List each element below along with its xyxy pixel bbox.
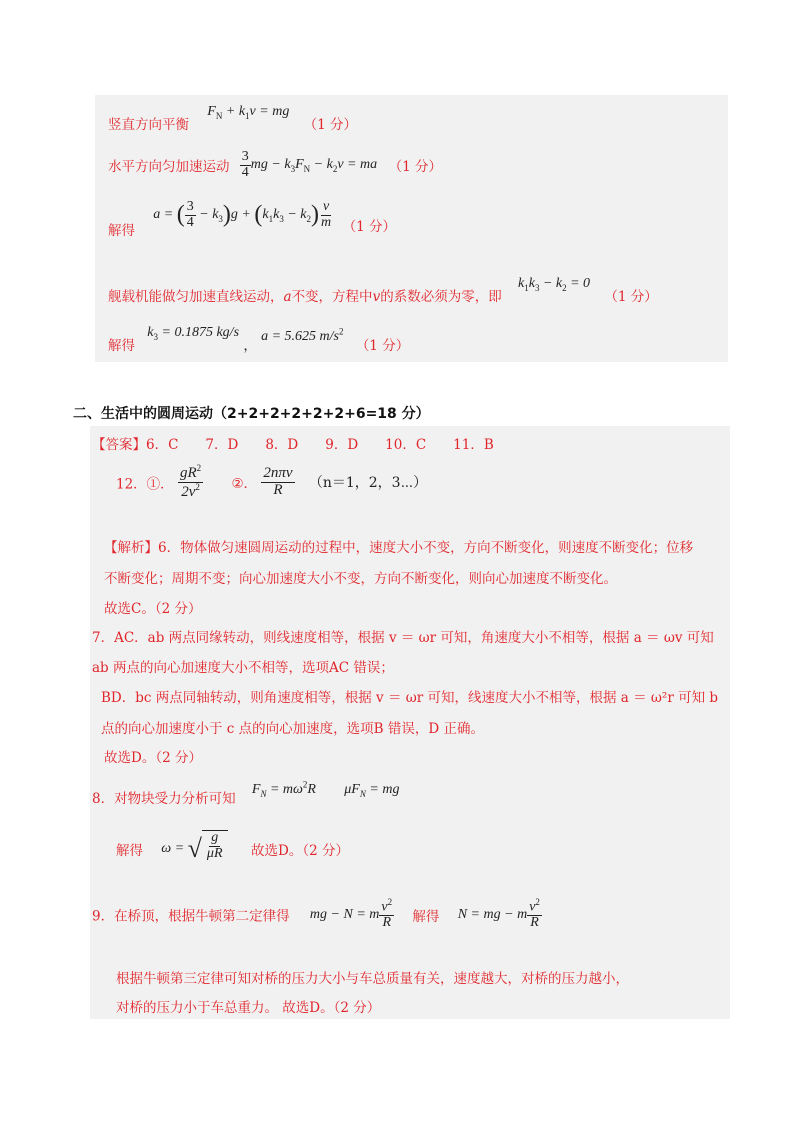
analysis-q7-line3: BD．bc 两点同轴转动，则角速度相等，根据 v ＝ ωr 可知，线速度大小不相等，根据 a ＝ ω²r 可知 b <box>101 690 719 706</box>
condition-text-1: 舰载机能做匀加速直线运动， <box>108 289 284 305</box>
q12-prefix: 12．①． <box>116 476 174 493</box>
analysis-q7-line4: 点的向心加速度小于 c 点的向心加速度，选项B 错误，D 正确。 <box>101 721 484 737</box>
analysis-label: 【解析】 <box>104 540 158 556</box>
q8-omega-equation: ω = √ $\frac{g}{\mu R}$ <box>161 841 231 856</box>
result-k3: $k_3 = 0.1875$ kg/s <box>147 325 240 342</box>
analysis-q6-line2: 不断变化；周期不变；向心加速度大小不变，方向不断变化，则向心加速度不断变化。 <box>104 571 617 587</box>
condition-text-3: 的系数必须为零，即 <box>380 289 502 305</box>
answers-items: 6．C 7．D 8．D 9．D 10．C 11．B <box>146 437 494 453</box>
acceleration-equation: a = ( $\frac{3}{4}$ − $k_3)g + (k_1k_3 - k_2)$ $\frac{v}{m}$ <box>153 199 332 230</box>
acceleration-solve-label: 解得 <box>108 222 135 239</box>
horizontal-motion-line <box>108 150 442 180</box>
condition-equation: $k_1k_3 - k_2 = 0$ <box>518 276 591 293</box>
condition-line: 舰载机能做匀加速直线运动，a不变，方程中v的系数必须为零，即 $k_1k_3 - k_2 = 0$ （1 分） <box>108 276 658 305</box>
vertical-balance-line <box>108 103 358 133</box>
q12-answer-2: $\frac{\text{2nπv}}{R}$ <box>263 465 293 498</box>
analysis-q9-label: 9．在桥顶，根据牛顿第二定律得 <box>92 908 290 925</box>
q8-equation-2: $\mu F_N$ = mg <box>344 782 400 799</box>
analysis-q8-line <box>92 777 400 807</box>
analysis-q8-solve: 解得 <box>116 843 143 859</box>
result-a: a = 5.625 $m/s^2$ <box>261 326 344 344</box>
analysis-q6-choice: 故选C。（2 分） <box>104 601 202 617</box>
q12-answer-line <box>116 464 427 501</box>
horizontal-motion-equation: $\frac{3}{4}$ mg − $k_3F_N - k_2v$ = ma <box>241 149 378 180</box>
analysis-q8-label: 8．对物块受力分析可知 <box>92 791 236 807</box>
q12-answer-1: $\frac{gR^2}{2v^2}$ <box>179 463 202 500</box>
analysis-q9-line1: 根据牛顿第三定律可知对桥的压力大小与车总质量有关，速度越大，对桥的压力越小， <box>116 971 629 987</box>
analysis-q9-line <box>92 898 542 931</box>
condition-score: （1 分） <box>604 289 658 305</box>
result-line: 解得 $k_3 = 0.1875$ kg/s ， a = 5.625 $m/s^2$ （1 分） <box>108 325 410 354</box>
acceleration-solution-line <box>108 199 396 239</box>
analysis-q7-choice: 故选D。（2 分） <box>104 750 202 766</box>
q9-equation-2: N = mg − m $\frac{v^2}{R}$ <box>457 897 540 931</box>
q9-equation-1: mg − N = m $\frac{v^2}{R}$ <box>309 897 393 931</box>
horizontal-motion-score: （1 分） <box>388 159 443 176</box>
q12-n-values: （n＝1，2，3⋯） <box>308 475 428 492</box>
answers-label: 【答案】 <box>92 437 146 453</box>
result-solve-label: 解得 <box>108 338 135 354</box>
analysis-q7-line2: ab 两点的向心加速度大小不相等，选项AC 错误； <box>92 660 394 676</box>
section-2-heading: 二、生活中的圆周运动（2+2+2+2+2+2+6=18 分） <box>73 406 430 422</box>
analysis-q9-line2: 对桥的压力小于车总重力。 故选D。（2 分） <box>116 1000 381 1016</box>
vertical-balance-score: （1 分） <box>303 117 358 133</box>
result-score: （1 分） <box>355 338 410 354</box>
analysis-q8-choice: 故选D。（2 分） <box>251 843 349 859</box>
analysis-q9-solve: 解得 <box>412 908 440 925</box>
analysis-q8-solve-line <box>116 830 349 868</box>
acceleration-score: （1 分） <box>342 218 396 235</box>
analysis-q7-line1: 7．AC．ab 两点同缘转动，则线速度相等，根据 v ＝ ωr 可知，角速度大小不相等，根据 a ＝ ωv 可知 <box>92 630 714 646</box>
condition-text-2: 不变，方程中 <box>291 289 373 305</box>
q8-equation-1: $F_N = m\omega^2R$ <box>251 779 316 799</box>
horizontal-motion-label: 水平方向匀加速运动 <box>108 159 230 176</box>
answers-line <box>92 433 494 453</box>
vertical-balance-equation: $F_N + k_1v$ = mg <box>207 104 290 121</box>
q12-mid: ②． <box>231 476 258 493</box>
analysis-q6-line1: 【解析】6．物体做匀速圆周运动的过程中，速度大小不变，方向不断变化，则速度不断变化；位移 <box>104 540 694 556</box>
vertical-balance-label: 竖直方向平衡 <box>108 117 189 133</box>
